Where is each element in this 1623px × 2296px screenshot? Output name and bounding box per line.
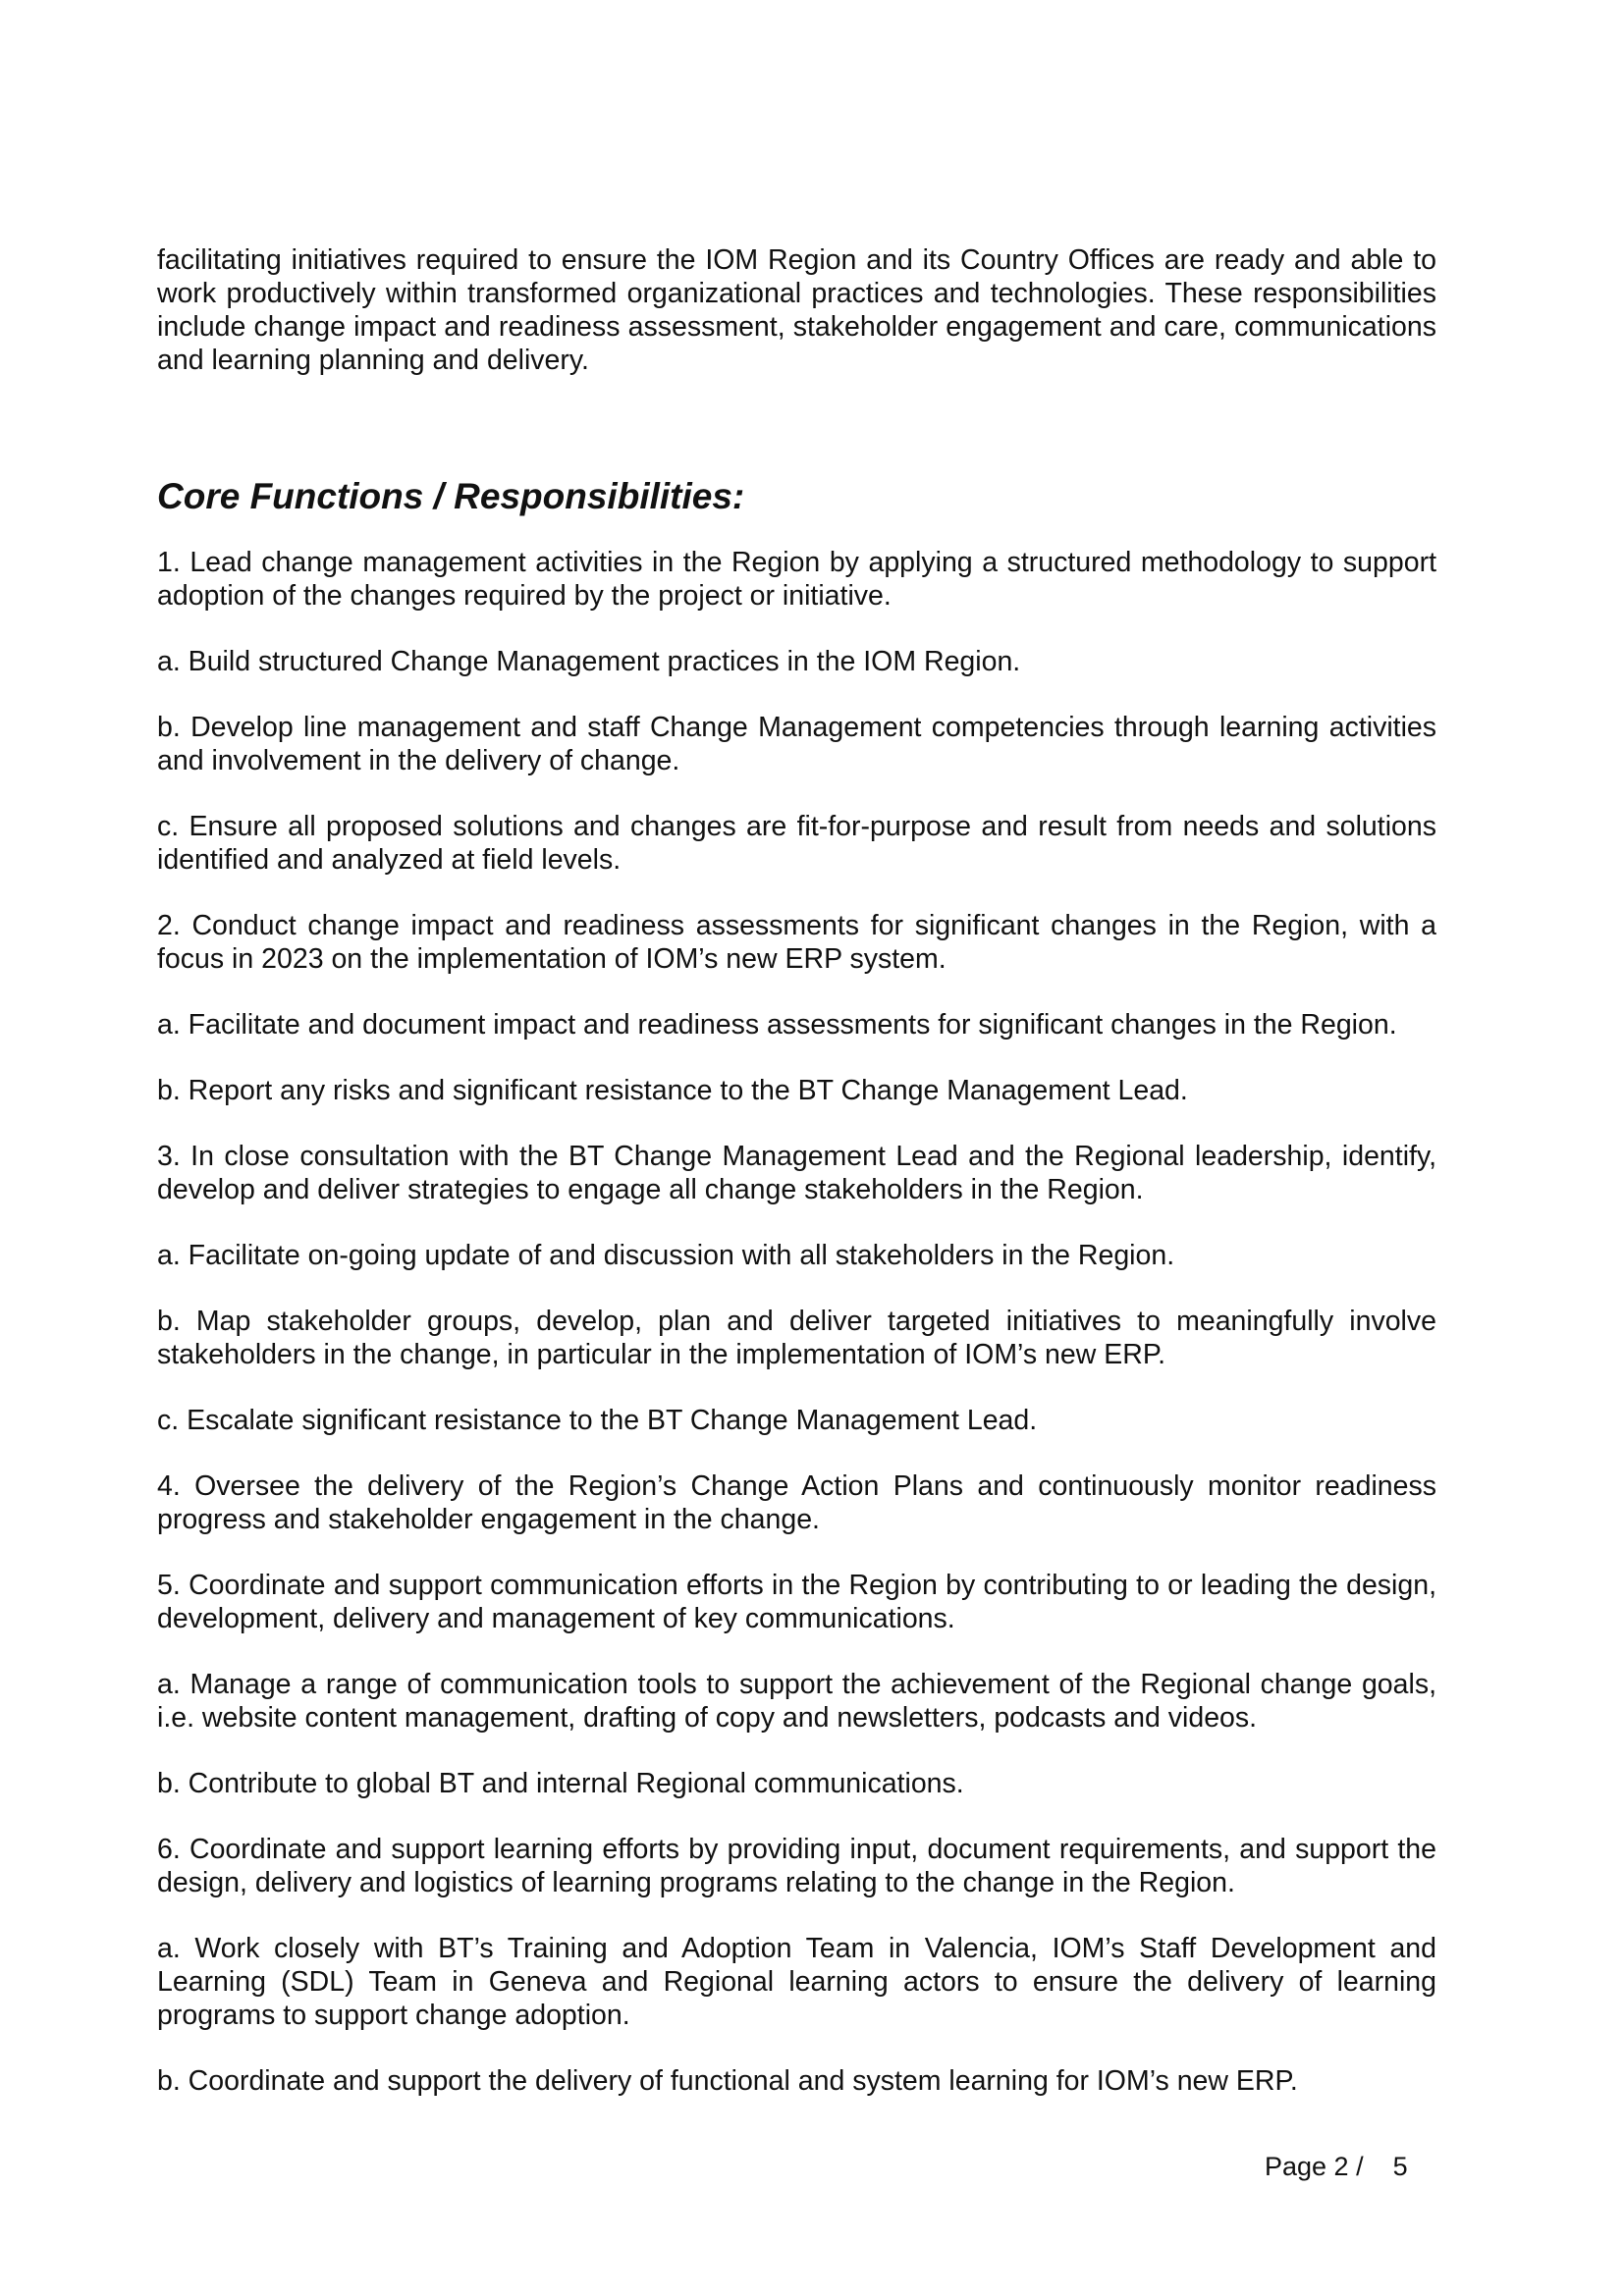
list-item: b. Map stakeholder groups, develop, plan and deliver targeted initiatives to meaningfully involve stakeholders in the change, in particular in the implementation of IOM’s new ERP. <box>157 1306 1436 1370</box>
list-item: b. Develop line management and staff Change Management competencies through learning activities and involvement in the delivery of change. <box>157 712 1436 776</box>
section-heading: Core Functions / Responsibilities: <box>157 476 745 516</box>
list-item: a. Facilitate and document impact and readiness assessments for significant changes in the Region. <box>157 1009 1397 1041</box>
list-item: 2. Conduct change impact and readiness assessments for significant changes in the Region, with a focus in 2023 on the implementation of IOM’s new ERP system. <box>157 910 1436 975</box>
list-item: a. Work closely with BT’s Training and Adoption Team in Valencia, IOM’s Staff Development and Learning (SDL) Team in Geneva and Regional learning actors to ensure the delivery of learning programs to support change adoption. <box>157 1933 1436 2031</box>
list-item: 5. Coordinate and support communication efforts in the Region by contributing to or leading the design, development, delivery and management of key communications. <box>157 1570 1436 1634</box>
intro-paragraph: facilitating initiatives required to ensure the IOM Region and its Country Offices are ready and able to work productively within transformed organizational practices and technologies. These responsibilities include change impact and readiness assessment, stakeholder engagement and care, communications and learning planning and delivery. <box>157 244 1436 376</box>
list-item: b. Contribute to global BT and internal Regional communications. <box>157 1768 964 1799</box>
page-number: Page 2 / 5 <box>1265 2152 1408 2181</box>
list-item: 6. Coordinate and support learning efforts by providing input, document requirements, and support the design, delivery and logistics of learning programs relating to the change in the Region. <box>157 1834 1436 1898</box>
list-item: a. Build structured Change Management practices in the IOM Region. <box>157 646 1021 677</box>
list-item: c. Escalate significant resistance to the BT Change Management Lead. <box>157 1405 1038 1436</box>
list-item: b. Report any risks and significant resistance to the BT Change Management Lead. <box>157 1075 1188 1106</box>
list-item: 1. Lead change management activities in the Region by applying a structured methodology to support adoption of the changes required by the project or initiative. <box>157 547 1436 612</box>
list-item: a. Manage a range of communication tools to support the achievement of the Regional change goals, i.e. website content management, drafting of copy and newsletters, podcasts and videos. <box>157 1669 1436 1734</box>
list-item: b. Coordinate and support the delivery of functional and system learning for IOM’s new ERP. <box>157 2065 1298 2097</box>
list-item: a. Facilitate on-going update of and discussion with all stakeholders in the Region. <box>157 1240 1175 1271</box>
list-item: c. Ensure all proposed solutions and changes are fit-for-purpose and result from needs and solutions identified and analyzed at field levels. <box>157 811 1436 876</box>
list-item: 3. In close consultation with the BT Change Management Lead and the Regional leadership, identify, develop and deliver strategies to engage all change stakeholders in the Region. <box>157 1141 1436 1205</box>
list-item: 4. Oversee the delivery of the Region’s Change Action Plans and continuously monitor readiness progress and stakeholder engagement in the change. <box>157 1470 1436 1535</box>
document-body <box>157 243 1436 2130</box>
